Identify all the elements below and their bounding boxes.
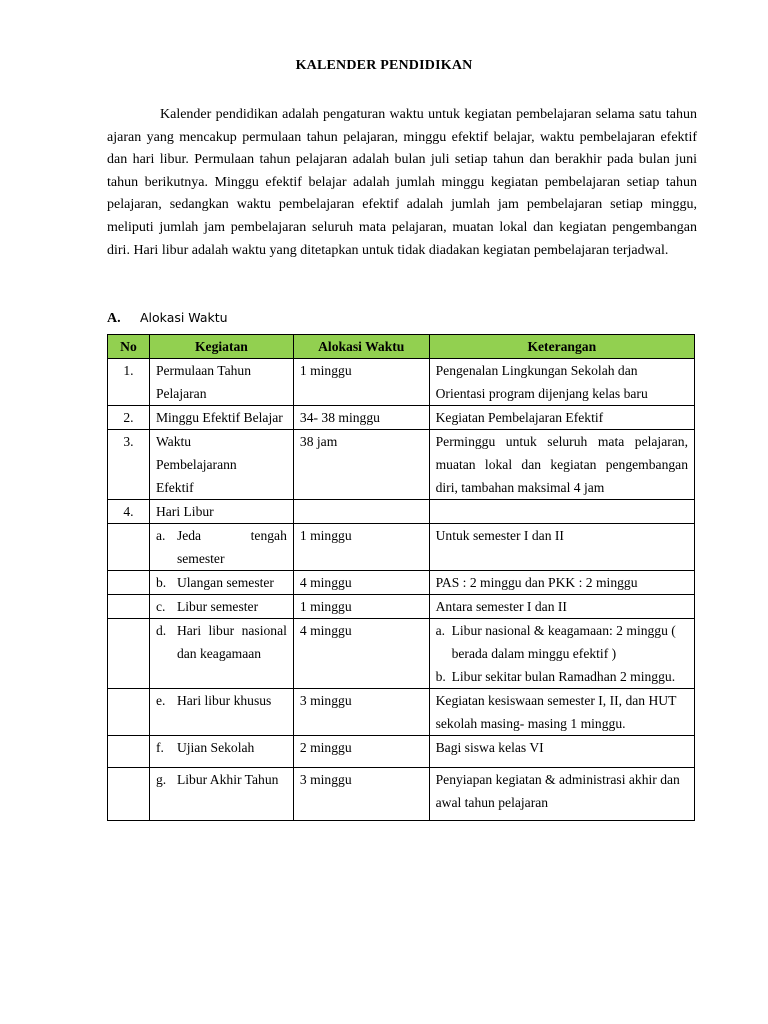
section-title: Alokasi Waktu: [140, 310, 228, 325]
row-no: [108, 595, 150, 619]
sub-label: e.: [155, 693, 166, 708]
row-keterangan: Pengenalan Lingkungan Sekolah dan Orientasi program dijenjang kelas baru: [429, 359, 694, 406]
row-no: [108, 571, 150, 595]
section-heading: [107, 310, 228, 327]
row-alokasi: 38 jam: [293, 430, 429, 500]
row-alokasi: [293, 500, 429, 524]
sub-text: Hari libur nasional dan keagamaan: [176, 623, 287, 661]
table-row: [108, 689, 695, 736]
row-kegiatan: [149, 689, 293, 736]
table-row: [108, 571, 695, 595]
sub-label: b.: [155, 575, 167, 590]
sub-label: g.: [155, 772, 167, 787]
table-row: [108, 736, 695, 768]
allocation-table: [107, 334, 695, 821]
row-kegiatan: Hari Libur: [149, 500, 293, 524]
header-no: No: [108, 335, 150, 359]
row-kegiatan: [149, 524, 293, 571]
row-no: 3.: [108, 430, 150, 500]
row-keterangan: Penyiapan kegiatan & administrasi akhir dan awal tahun pelajaran: [429, 768, 694, 821]
row-kegiatan: [149, 768, 293, 821]
sub-text: Libur Akhir Tahun: [176, 772, 279, 787]
row-alokasi: 1 minggu: [293, 359, 429, 406]
row-alokasi: 3 minggu: [293, 689, 429, 736]
row-kegiatan: [149, 571, 293, 595]
row-kegiatan: [149, 736, 293, 768]
header-kegiatan: Kegiatan: [149, 335, 293, 359]
sub-text: Libur semester: [176, 599, 259, 614]
row-kegiatan: [149, 619, 293, 689]
table-row: [108, 406, 695, 430]
row-alokasi: 1 minggu: [293, 524, 429, 571]
table-row: [108, 430, 695, 500]
header-alokasi: Alokasi Waktu: [293, 335, 429, 359]
row-no: 1.: [108, 359, 150, 406]
sub-text: Jeda tengah semester: [176, 528, 287, 566]
row-keterangan: Perminggu untuk seluruh mata pelajaran, muatan lokal dan kegiatan pengembangan diri, tambahan maksimal 4 jam: [429, 430, 694, 500]
sub-label: c.: [155, 599, 166, 614]
row-keterangan: Kegiatan Pembelajaran Efektif: [429, 406, 694, 430]
row-keterangan: Kegiatan kesiswaan semester I, II, dan HUT sekolah masing- masing 1 minggu.: [429, 689, 694, 736]
sub-label: a.: [155, 528, 166, 543]
table-row: [108, 359, 695, 406]
list-item: [436, 665, 688, 688]
row-no: [108, 689, 150, 736]
row-no: 4.: [108, 500, 150, 524]
table-row: [108, 768, 695, 821]
table-header-row: [108, 335, 695, 359]
row-no: [108, 768, 150, 821]
intro-paragraph: Kalender pendidikan adalah pengaturan waktu untuk kegiatan pembelajaran selama satu tahun ajaran yang mencakup permulaan tahun pelajaran, minggu efektif belajar, waktu pembelajaran efektif dan hari libur. Permulaan tahun pelajaran adalah bulan juli setiap tahun dan berakhir pada bulan juni tahun berikutnya. Minggu efektif belajar adalah jumlah minggu kegiatan pembelajaran setiap tahun pelajaran, sedangkan waktu pembelajaran efektif adalah jumlah jam pembelajaran setiap minggu, meliputi jumlah jam pembelajaran seluruh mata pelajaran, muatan lokal dan kegiatan pengembangan diri. Hari libur adalah waktu yang ditetapkan untuk tidak diadakan kegiatan pembelajaran terjadwal.: [107, 107, 697, 258]
row-no: [108, 736, 150, 768]
row-keterangan: PAS : 2 minggu dan PKK : 2 minggu: [429, 571, 694, 595]
table-row: [108, 500, 695, 524]
list-label: a.: [435, 623, 446, 638]
table-row: [108, 524, 695, 571]
sub-text: Ujian Sekolah: [176, 740, 255, 755]
sub-label: d.: [155, 623, 167, 638]
row-kegiatan-part: Minggu Efektif Belajar: [155, 410, 283, 425]
row-alokasi: 3 minggu: [293, 768, 429, 821]
list-text: Libur sekitar bulan Ramadhan 2 minggu.: [451, 669, 676, 684]
sub-text: Ulangan semester: [176, 575, 274, 590]
sub-label: f.: [155, 740, 164, 755]
row-alokasi: 4 minggu: [293, 571, 429, 595]
row-alokasi: 2 minggu: [293, 736, 429, 768]
row-no: [108, 619, 150, 689]
row-keterangan: [429, 500, 694, 524]
row-kegiatan: Permulaan Tahun Pelajaran: [149, 359, 293, 406]
header-keterangan: Keterangan: [429, 335, 694, 359]
section-letter: A.: [107, 311, 121, 326]
list-item: [436, 619, 688, 665]
row-no: [108, 524, 150, 571]
row-kegiatan: [149, 595, 293, 619]
row-keterangan: Antara semester I dan II: [429, 595, 694, 619]
row-alokasi: 1 minggu: [293, 595, 429, 619]
document-title: KALENDER PENDIDIKAN: [295, 58, 473, 73]
row-kegiatan-text: Waktu Pembelajarann Efektif: [155, 434, 237, 495]
row-alokasi: 34- 38 minggu: [293, 406, 429, 430]
row-keterangan: Untuk semester I dan II: [429, 524, 694, 571]
table-row: [108, 619, 695, 689]
row-no: 2.: [108, 406, 150, 430]
row-kegiatan: [149, 406, 293, 430]
row-kegiatan: [149, 430, 293, 500]
table-row: [108, 595, 695, 619]
row-alokasi: 4 minggu: [293, 619, 429, 689]
list-label: b.: [435, 669, 446, 684]
list-text: Libur nasional & keagamaan: 2 minggu ( berada dalam minggu efektif ): [451, 623, 676, 661]
row-keterangan: Bagi siswa kelas VI: [429, 736, 694, 768]
row-keterangan: [429, 619, 694, 689]
sub-text: Hari libur khusus: [176, 693, 272, 708]
